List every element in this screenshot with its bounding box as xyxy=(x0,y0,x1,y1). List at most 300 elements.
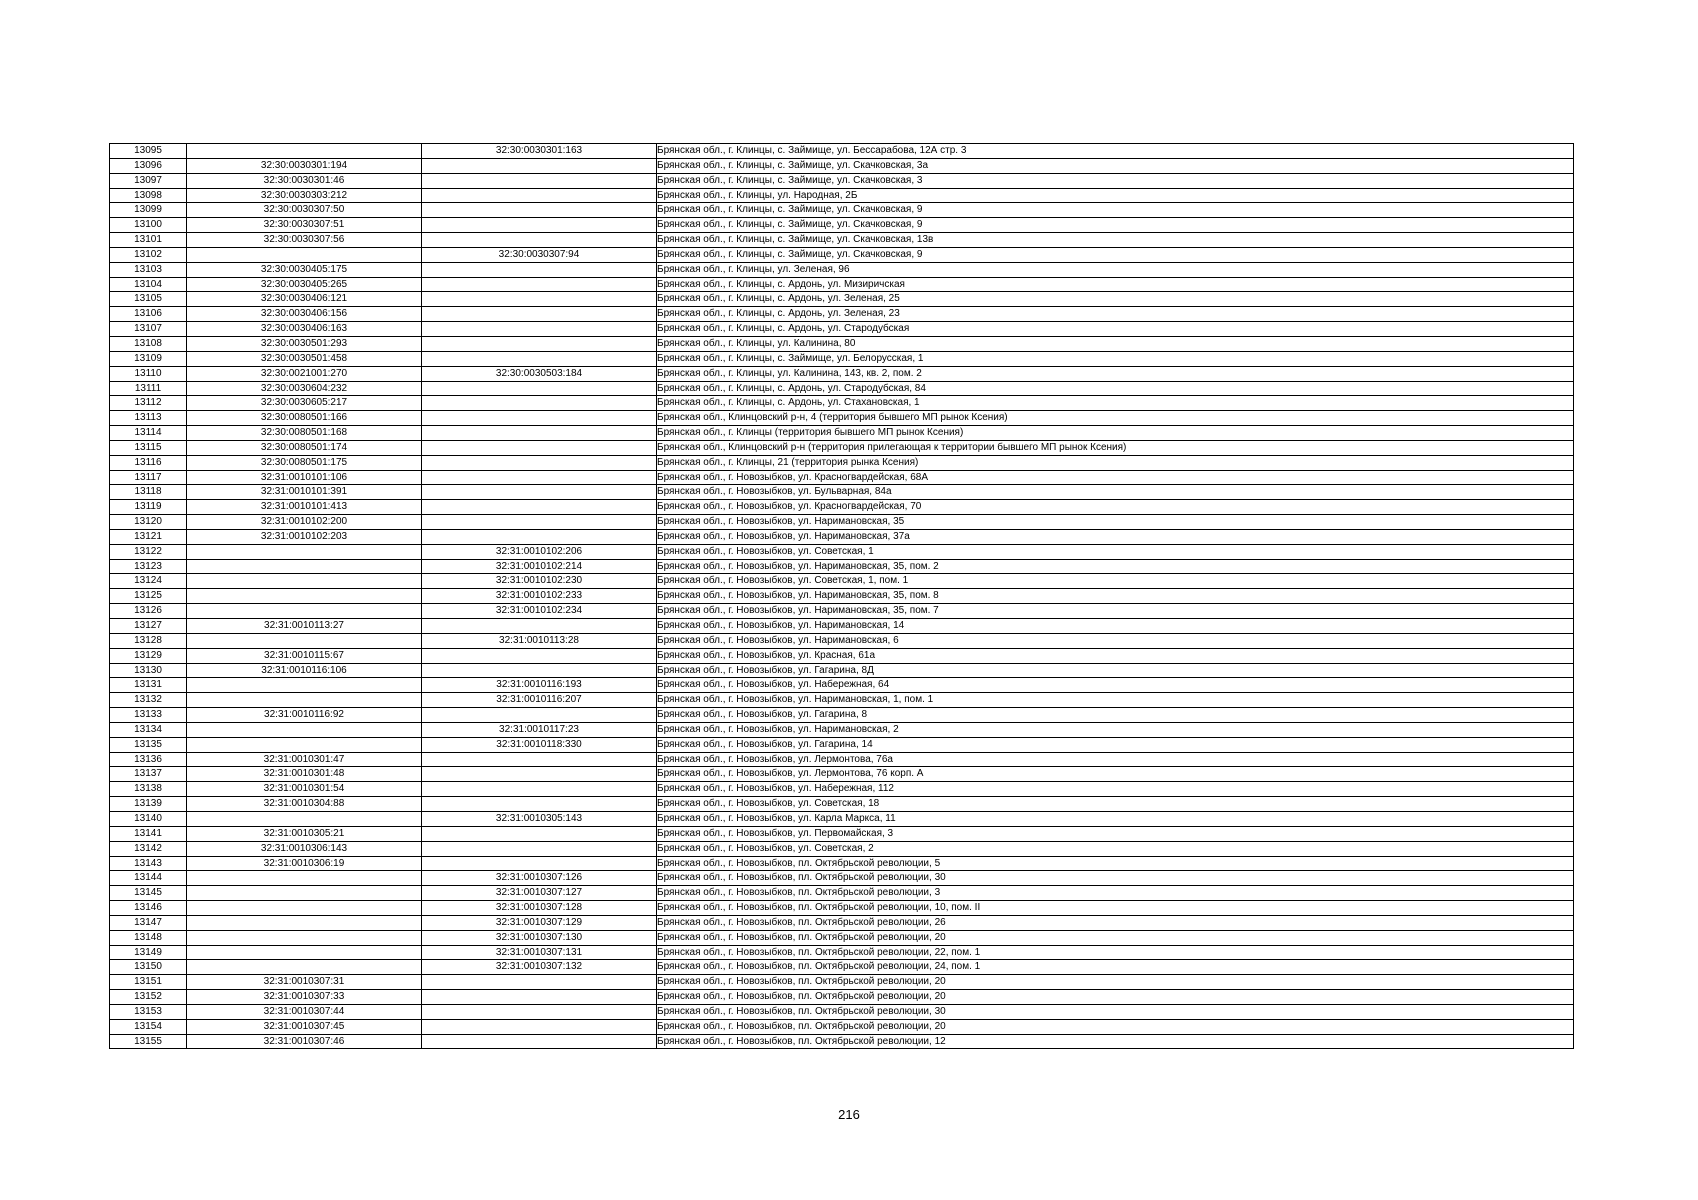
table-row xyxy=(110,767,1574,782)
row-number-cell: 13127 xyxy=(110,619,187,634)
table-row xyxy=(110,960,1574,975)
address-cell: Брянская обл., г. Новозыбков, ул. Советская, 1 xyxy=(657,544,1574,559)
table-row xyxy=(110,589,1574,604)
cadastral-number-secondary-cell: 32:31:0010307:132 xyxy=(422,960,657,975)
table-row xyxy=(110,559,1574,574)
cadastral-number-cell: 32:30:0021001:270 xyxy=(187,366,422,381)
table-row xyxy=(110,203,1574,218)
address-cell: Брянская обл., г. Новозыбков, пл. Октябрьской революции, 22, пом. 1 xyxy=(657,945,1574,960)
cadastral-number-secondary-cell xyxy=(422,856,657,871)
table-row xyxy=(110,322,1574,337)
row-number-cell: 13140 xyxy=(110,811,187,826)
cadastral-number-secondary-cell: 32:31:0010307:126 xyxy=(422,871,657,886)
table-row xyxy=(110,826,1574,841)
cadastral-number-secondary-cell xyxy=(422,158,657,173)
cadastral-number-cell xyxy=(187,544,422,559)
cadastral-number-cell: 32:31:0010102:200 xyxy=(187,515,422,530)
table-row xyxy=(110,604,1574,619)
table-row xyxy=(110,722,1574,737)
cadastral-number-cell: 32:31:0010307:31 xyxy=(187,975,422,990)
row-number-cell: 13153 xyxy=(110,1004,187,1019)
cadastral-number-cell: 32:30:0080501:168 xyxy=(187,426,422,441)
cadastral-number-secondary-cell xyxy=(422,529,657,544)
cadastral-number-secondary-cell: 32:31:0010102:234 xyxy=(422,604,657,619)
row-number-cell: 13096 xyxy=(110,158,187,173)
cadastral-number-secondary-cell: 32:31:0010305:143 xyxy=(422,811,657,826)
cadastral-number-cell: 32:30:0030307:56 xyxy=(187,233,422,248)
cadastral-number-secondary-cell xyxy=(422,990,657,1005)
row-number-cell: 13145 xyxy=(110,886,187,901)
table-row xyxy=(110,351,1574,366)
cadastral-number-cell: 32:30:0030307:50 xyxy=(187,203,422,218)
table-row xyxy=(110,871,1574,886)
table-row xyxy=(110,574,1574,589)
cadastral-number-secondary-cell xyxy=(422,381,657,396)
table-row xyxy=(110,1019,1574,1034)
address-cell: Брянская обл., г. Новозыбков, пл. Октябрьской революции, 5 xyxy=(657,856,1574,871)
row-number-cell: 13155 xyxy=(110,1034,187,1049)
cadastral-number-cell: 32:31:0010305:21 xyxy=(187,826,422,841)
cadastral-number-cell xyxy=(187,886,422,901)
table-row xyxy=(110,336,1574,351)
table-row xyxy=(110,975,1574,990)
address-cell: Брянская обл., г. Клинцы, ул. Народная, 2Б xyxy=(657,188,1574,203)
address-cell: Брянская обл., г. Новозыбков, пл. Октябрьской революции, 30 xyxy=(657,1004,1574,1019)
cadastral-number-secondary-cell xyxy=(422,277,657,292)
table-row xyxy=(110,396,1574,411)
cadastral-number-cell: 32:30:0030405:265 xyxy=(187,277,422,292)
table-row xyxy=(110,1034,1574,1049)
table-row xyxy=(110,663,1574,678)
address-cell: Брянская обл., г. Новозыбков, пл. Октябрьской революции, 20 xyxy=(657,975,1574,990)
row-number-cell: 13152 xyxy=(110,990,187,1005)
table-row xyxy=(110,515,1574,530)
table-row xyxy=(110,173,1574,188)
cadastral-number-cell: 32:30:0030604:232 xyxy=(187,381,422,396)
table-row xyxy=(110,218,1574,233)
cadastral-number-secondary-cell xyxy=(422,767,657,782)
table-row xyxy=(110,470,1574,485)
address-cell: Брянская обл., г. Клинцы, с. Займище, ул. Белорусская, 1 xyxy=(657,351,1574,366)
row-number-cell: 13105 xyxy=(110,292,187,307)
address-cell: Брянская обл., г. Клинцы, с. Ардонь, ул. Зеленая, 25 xyxy=(657,292,1574,307)
address-cell: Брянская обл., г. Новозыбков, ул. Набережная, 64 xyxy=(657,678,1574,693)
row-number-cell: 13138 xyxy=(110,782,187,797)
row-number-cell: 13143 xyxy=(110,856,187,871)
cadastral-number-secondary-cell xyxy=(422,307,657,322)
table-row xyxy=(110,544,1574,559)
cadastral-number-secondary-cell: 32:31:0010118:330 xyxy=(422,737,657,752)
address-cell: Брянская обл., г. Клинцы, с. Займище, ул. Скачковская, 3а xyxy=(657,158,1574,173)
row-number-cell: 13129 xyxy=(110,648,187,663)
cadastral-number-secondary-cell xyxy=(422,426,657,441)
row-number-cell: 13099 xyxy=(110,203,187,218)
cadastral-number-cell xyxy=(187,901,422,916)
table-row xyxy=(110,233,1574,248)
cadastral-number-cell xyxy=(187,604,422,619)
row-number-cell: 13118 xyxy=(110,485,187,500)
row-number-cell: 13146 xyxy=(110,901,187,916)
cadastral-number-cell: 32:31:0010306:143 xyxy=(187,841,422,856)
address-cell: Брянская обл., г. Новозыбков, ул. Советская, 2 xyxy=(657,841,1574,856)
cadastral-number-cell: 32:31:0010116:92 xyxy=(187,708,422,723)
row-number-cell: 13136 xyxy=(110,752,187,767)
address-cell: Брянская обл., г. Клинцы, с. Займище, ул. Скачковская, 9 xyxy=(657,218,1574,233)
table-row xyxy=(110,797,1574,812)
table-row xyxy=(110,915,1574,930)
table-row xyxy=(110,811,1574,826)
address-cell: Брянская обл., г. Клинцы, с. Займище, ул. Бессарабова, 12А стр. 3 xyxy=(657,144,1574,159)
cadastral-number-secondary-cell xyxy=(422,797,657,812)
row-number-cell: 13131 xyxy=(110,678,187,693)
address-cell: Брянская обл., г. Новозыбков, ул. Лермонтова, 76а xyxy=(657,752,1574,767)
address-cell: Брянская обл., г. Клинцы, с. Ардонь, ул. Зеленая, 23 xyxy=(657,307,1574,322)
table-row xyxy=(110,752,1574,767)
table-row xyxy=(110,990,1574,1005)
address-cell: Брянская обл., г. Новозыбков, ул. Наримановская, 35, пом. 7 xyxy=(657,604,1574,619)
cadastral-number-cell: 32:31:0010101:413 xyxy=(187,500,422,515)
cadastral-number-cell xyxy=(187,930,422,945)
address-cell: Брянская обл., г. Новозыбков, ул. Гагарина, 8Д xyxy=(657,663,1574,678)
cadastral-number-cell: 32:31:0010304:88 xyxy=(187,797,422,812)
row-number-cell: 13147 xyxy=(110,915,187,930)
row-number-cell: 13106 xyxy=(110,307,187,322)
cadastral-number-secondary-cell xyxy=(422,1004,657,1019)
address-cell: Брянская обл., г. Клинцы, 21 (территория рынка Ксения) xyxy=(657,455,1574,470)
row-number-cell: 13101 xyxy=(110,233,187,248)
row-number-cell: 13097 xyxy=(110,173,187,188)
cadastral-number-cell xyxy=(187,960,422,975)
cadastral-number-secondary-cell: 32:31:0010116:193 xyxy=(422,678,657,693)
cadastral-number-cell: 32:31:0010101:106 xyxy=(187,470,422,485)
address-cell: Брянская обл., г. Новозыбков, пл. Октябрьской революции, 24, пом. 1 xyxy=(657,960,1574,975)
cadastral-number-secondary-cell: 32:30:0030301:163 xyxy=(422,144,657,159)
address-cell: Брянская обл., г. Новозыбков, ул. Наримановская, 14 xyxy=(657,619,1574,634)
cadastral-number-cell: 32:31:0010115:67 xyxy=(187,648,422,663)
row-number-cell: 13098 xyxy=(110,188,187,203)
address-cell: Брянская обл., г. Новозыбков, пл. Октябрьской революции, 20 xyxy=(657,990,1574,1005)
cadastral-number-secondary-cell xyxy=(422,173,657,188)
address-cell: Брянская обл., г. Новозыбков, пл. Октябрьской революции, 30 xyxy=(657,871,1574,886)
table-row xyxy=(110,693,1574,708)
cadastral-number-secondary-cell xyxy=(422,455,657,470)
row-number-cell: 13141 xyxy=(110,826,187,841)
cadastral-number-secondary-cell: 32:30:0030503:184 xyxy=(422,366,657,381)
table-row xyxy=(110,901,1574,916)
cadastral-number-cell: 32:30:0030301:194 xyxy=(187,158,422,173)
cadastral-number-cell: 32:31:0010301:54 xyxy=(187,782,422,797)
address-cell: Брянская обл., г. Клинцы, с. Займище, ул. Скачковская, 9 xyxy=(657,247,1574,262)
address-cell: Брянская обл., г. Клинцы, с. Ардонь, ул. Стахановская, 1 xyxy=(657,396,1574,411)
cadastral-number-secondary-cell: 32:31:0010307:127 xyxy=(422,886,657,901)
row-number-cell: 13100 xyxy=(110,218,187,233)
cadastral-number-secondary-cell xyxy=(422,218,657,233)
cadastral-number-secondary-cell xyxy=(422,440,657,455)
cadastral-number-secondary-cell xyxy=(422,322,657,337)
address-cell: Брянская обл., г. Новозыбков, ул. Красногвардейская, 68А xyxy=(657,470,1574,485)
table-row xyxy=(110,485,1574,500)
cadastral-number-cell: 32:30:0030406:156 xyxy=(187,307,422,322)
cadastral-number-cell xyxy=(187,574,422,589)
cadastral-number-cell xyxy=(187,144,422,159)
cadastral-number-cell: 32:31:0010301:47 xyxy=(187,752,422,767)
address-cell: Брянская обл., г. Клинцы (территория бывшего МП рынок Ксения) xyxy=(657,426,1574,441)
row-number-cell: 13133 xyxy=(110,708,187,723)
cadastral-number-cell: 32:31:0010301:48 xyxy=(187,767,422,782)
row-number-cell: 13125 xyxy=(110,589,187,604)
address-cell: Брянская обл., г. Клинцы, с. Ардонь, ул. Стародубская xyxy=(657,322,1574,337)
cadastral-number-secondary-cell: 32:31:0010307:129 xyxy=(422,915,657,930)
row-number-cell: 13135 xyxy=(110,737,187,752)
row-number-cell: 13124 xyxy=(110,574,187,589)
table-row xyxy=(110,500,1574,515)
cadastral-number-secondary-cell xyxy=(422,841,657,856)
cadastral-number-secondary-cell: 32:31:0010117:23 xyxy=(422,722,657,737)
cadastral-number-cell: 32:31:0010306:19 xyxy=(187,856,422,871)
table-row xyxy=(110,144,1574,159)
row-number-cell: 13137 xyxy=(110,767,187,782)
cadastral-number-cell: 32:31:0010307:45 xyxy=(187,1019,422,1034)
registry-table xyxy=(109,143,1574,1049)
address-cell: Брянская обл., Клинцовский р-н (территория прилегающая к территории бывшего МП рынок Ксения) xyxy=(657,440,1574,455)
table-row xyxy=(110,841,1574,856)
cadastral-number-secondary-cell: 32:31:0010307:131 xyxy=(422,945,657,960)
cadastral-number-cell xyxy=(187,678,422,693)
cadastral-number-cell: 32:31:0010102:203 xyxy=(187,529,422,544)
cadastral-number-cell xyxy=(187,693,422,708)
row-number-cell: 13120 xyxy=(110,515,187,530)
row-number-cell: 13119 xyxy=(110,500,187,515)
address-cell: Брянская обл., г. Новозыбков, ул. Наримановская, 1, пом. 1 xyxy=(657,693,1574,708)
cadastral-number-secondary-cell xyxy=(422,411,657,426)
cadastral-number-secondary-cell xyxy=(422,336,657,351)
cadastral-number-cell xyxy=(187,247,422,262)
cadastral-number-secondary-cell xyxy=(422,826,657,841)
address-cell: Брянская обл., г. Новозыбков, ул. Гагарина, 14 xyxy=(657,737,1574,752)
table-row xyxy=(110,619,1574,634)
cadastral-number-cell xyxy=(187,633,422,648)
table-row xyxy=(110,426,1574,441)
row-number-cell: 13104 xyxy=(110,277,187,292)
cadastral-number-secondary-cell xyxy=(422,752,657,767)
cadastral-number-secondary-cell xyxy=(422,1019,657,1034)
row-number-cell: 13149 xyxy=(110,945,187,960)
table-row xyxy=(110,381,1574,396)
row-number-cell: 13108 xyxy=(110,336,187,351)
address-cell: Брянская обл., г. Новозыбков, пл. Октябрьской революции, 20 xyxy=(657,1019,1574,1034)
cadastral-number-cell: 32:31:0010116:106 xyxy=(187,663,422,678)
table-row xyxy=(110,158,1574,173)
table-row xyxy=(110,737,1574,752)
table-row xyxy=(110,411,1574,426)
cadastral-number-cell: 32:31:0010307:44 xyxy=(187,1004,422,1019)
cadastral-number-secondary-cell xyxy=(422,1034,657,1049)
address-cell: Брянская обл., г. Клинцы, с. Займище, ул. Скачковская, 3 xyxy=(657,173,1574,188)
row-number-cell: 13122 xyxy=(110,544,187,559)
cadastral-number-cell xyxy=(187,871,422,886)
table-row xyxy=(110,262,1574,277)
table-row xyxy=(110,633,1574,648)
table-row xyxy=(110,930,1574,945)
cadastral-number-cell: 32:30:0030405:175 xyxy=(187,262,422,277)
cadastral-number-secondary-cell xyxy=(422,782,657,797)
cadastral-number-secondary-cell xyxy=(422,619,657,634)
cadastral-number-cell: 32:30:0030406:121 xyxy=(187,292,422,307)
address-cell: Брянская обл., г. Клинцы, ул. Калинина, 80 xyxy=(657,336,1574,351)
cadastral-number-secondary-cell xyxy=(422,351,657,366)
row-number-cell: 13126 xyxy=(110,604,187,619)
row-number-cell: 13151 xyxy=(110,975,187,990)
cadastral-number-cell: 32:30:0080501:174 xyxy=(187,440,422,455)
address-cell: Брянская обл., г. Новозыбков, ул. Бульварная, 84а xyxy=(657,485,1574,500)
cadastral-number-secondary-cell: 32:31:0010102:233 xyxy=(422,589,657,604)
row-number-cell: 13103 xyxy=(110,262,187,277)
cadastral-number-secondary-cell: 32:31:0010113:28 xyxy=(422,633,657,648)
row-number-cell: 13111 xyxy=(110,381,187,396)
table-row xyxy=(110,886,1574,901)
cadastral-number-cell xyxy=(187,915,422,930)
row-number-cell: 13107 xyxy=(110,322,187,337)
row-number-cell: 13095 xyxy=(110,144,187,159)
row-number-cell: 13148 xyxy=(110,930,187,945)
row-number-cell: 13117 xyxy=(110,470,187,485)
table-row xyxy=(110,678,1574,693)
cadastral-number-cell: 32:30:0030605:217 xyxy=(187,396,422,411)
address-cell: Брянская обл., г. Новозыбков, ул. Набережная, 112 xyxy=(657,782,1574,797)
address-cell: Брянская обл., г. Новозыбков, ул. Наримановская, 37а xyxy=(657,529,1574,544)
address-cell: Брянская обл., г. Клинцы, ул. Зеленая, 96 xyxy=(657,262,1574,277)
row-number-cell: 13134 xyxy=(110,722,187,737)
row-number-cell: 13144 xyxy=(110,871,187,886)
address-cell: Брянская обл., г. Новозыбков, ул. Красногвардейская, 70 xyxy=(657,500,1574,515)
table-row xyxy=(110,648,1574,663)
cadastral-number-cell xyxy=(187,559,422,574)
table-row xyxy=(110,1004,1574,1019)
address-cell: Брянская обл., г. Новозыбков, пл. Октябрьской революции, 20 xyxy=(657,930,1574,945)
row-number-cell: 13116 xyxy=(110,455,187,470)
table-row xyxy=(110,188,1574,203)
cadastral-number-cell xyxy=(187,589,422,604)
address-cell: Брянская обл., г. Клинцы, с. Займище, ул. Скачковская, 9 xyxy=(657,203,1574,218)
cadastral-number-cell: 32:30:0030501:458 xyxy=(187,351,422,366)
table-row xyxy=(110,440,1574,455)
table-row xyxy=(110,782,1574,797)
cadastral-number-cell xyxy=(187,811,422,826)
cadastral-number-cell xyxy=(187,737,422,752)
row-number-cell: 13113 xyxy=(110,411,187,426)
address-cell: Брянская обл., г. Новозыбков, ул. Наримановская, 6 xyxy=(657,633,1574,648)
address-cell: Брянская обл., г. Новозыбков, ул. Советская, 1, пом. 1 xyxy=(657,574,1574,589)
address-cell: Брянская обл., г. Новозыбков, ул. Наримановская, 2 xyxy=(657,722,1574,737)
address-cell: Брянская обл., г. Новозыбков, ул. Наримановская, 35 xyxy=(657,515,1574,530)
address-cell: Брянская обл., г. Клинцы, с. Ардонь, ул. Стародубская, 84 xyxy=(657,381,1574,396)
row-number-cell: 13121 xyxy=(110,529,187,544)
cadastral-number-cell: 32:30:0030301:46 xyxy=(187,173,422,188)
address-cell: Брянская обл., г. Новозыбков, пл. Октябрьской революции, 26 xyxy=(657,915,1574,930)
cadastral-number-secondary-cell xyxy=(422,262,657,277)
table-row xyxy=(110,529,1574,544)
cadastral-number-secondary-cell: 32:30:0030307:94 xyxy=(422,247,657,262)
cadastral-number-secondary-cell xyxy=(422,292,657,307)
cadastral-number-secondary-cell xyxy=(422,975,657,990)
address-cell: Брянская обл., г. Новозыбков, пл. Октябрьской революции, 10, пом. II xyxy=(657,901,1574,916)
address-cell: Брянская обл., Клинцовский р-н, 4 (территория бывшего МП рынок Ксения) xyxy=(657,411,1574,426)
row-number-cell: 13139 xyxy=(110,797,187,812)
address-cell: Брянская обл., г. Клинцы, с. Ардонь, ул. Мизиричская xyxy=(657,277,1574,292)
cadastral-number-secondary-cell: 32:31:0010102:214 xyxy=(422,559,657,574)
address-cell: Брянская обл., г. Новозыбков, пл. Октябрьской революции, 12 xyxy=(657,1034,1574,1049)
registry-table-body xyxy=(110,144,1574,1049)
cadastral-number-secondary-cell xyxy=(422,648,657,663)
row-number-cell: 13115 xyxy=(110,440,187,455)
cadastral-number-secondary-cell xyxy=(422,708,657,723)
address-cell: Брянская обл., г. Новозыбков, ул. Наримановская, 35, пом. 2 xyxy=(657,559,1574,574)
address-cell: Брянская обл., г. Новозыбков, пл. Октябрьской революции, 3 xyxy=(657,886,1574,901)
row-number-cell: 13109 xyxy=(110,351,187,366)
cadastral-number-secondary-cell: 32:31:0010116:207 xyxy=(422,693,657,708)
cadastral-number-cell: 32:31:0010307:46 xyxy=(187,1034,422,1049)
row-number-cell: 13123 xyxy=(110,559,187,574)
address-cell: Брянская обл., г. Новозыбков, ул. Гагарина, 8 xyxy=(657,708,1574,723)
address-cell: Брянская обл., г. Новозыбков, ул. Карла Маркса, 11 xyxy=(657,811,1574,826)
cadastral-number-secondary-cell: 32:31:0010102:230 xyxy=(422,574,657,589)
row-number-cell: 13132 xyxy=(110,693,187,708)
cadastral-number-secondary-cell xyxy=(422,470,657,485)
cadastral-number-secondary-cell: 32:31:0010307:130 xyxy=(422,930,657,945)
cadastral-number-cell: 32:31:0010113:27 xyxy=(187,619,422,634)
cadastral-number-secondary-cell xyxy=(422,188,657,203)
address-cell: Брянская обл., г. Клинцы, ул. Калинина, 143, кв. 2, пом. 2 xyxy=(657,366,1574,381)
cadastral-number-cell: 32:31:0010101:391 xyxy=(187,485,422,500)
cadastral-number-cell: 32:30:0030307:51 xyxy=(187,218,422,233)
table-row xyxy=(110,292,1574,307)
table-row xyxy=(110,277,1574,292)
row-number-cell: 13150 xyxy=(110,960,187,975)
cadastral-number-cell: 32:30:0080501:166 xyxy=(187,411,422,426)
address-cell: Брянская обл., г. Новозыбков, ул. Наримановская, 35, пом. 8 xyxy=(657,589,1574,604)
row-number-cell: 13130 xyxy=(110,663,187,678)
row-number-cell: 13114 xyxy=(110,426,187,441)
cadastral-number-secondary-cell xyxy=(422,203,657,218)
page-number: 216 xyxy=(838,1107,860,1122)
cadastral-number-cell: 32:31:0010307:33 xyxy=(187,990,422,1005)
table-row xyxy=(110,708,1574,723)
address-cell: Брянская обл., г. Новозыбков, ул. Красная, 61а xyxy=(657,648,1574,663)
row-number-cell: 13102 xyxy=(110,247,187,262)
cadastral-number-cell: 32:30:0030406:163 xyxy=(187,322,422,337)
cadastral-number-secondary-cell xyxy=(422,515,657,530)
cadastral-number-cell: 32:30:0030501:293 xyxy=(187,336,422,351)
row-number-cell: 13112 xyxy=(110,396,187,411)
cadastral-number-cell xyxy=(187,722,422,737)
cadastral-number-secondary-cell xyxy=(422,233,657,248)
table-row xyxy=(110,856,1574,871)
cadastral-number-secondary-cell: 32:31:0010102:206 xyxy=(422,544,657,559)
row-number-cell: 13110 xyxy=(110,366,187,381)
table-row xyxy=(110,945,1574,960)
row-number-cell: 13154 xyxy=(110,1019,187,1034)
cadastral-number-cell: 32:30:0030303:212 xyxy=(187,188,422,203)
cadastral-number-secondary-cell xyxy=(422,500,657,515)
cadastral-number-secondary-cell xyxy=(422,396,657,411)
cadastral-number-secondary-cell xyxy=(422,663,657,678)
row-number-cell: 13128 xyxy=(110,633,187,648)
cadastral-number-cell: 32:30:0080501:175 xyxy=(187,455,422,470)
cadastral-number-secondary-cell: 32:31:0010307:128 xyxy=(422,901,657,916)
table-row xyxy=(110,366,1574,381)
address-cell: Брянская обл., г. Клинцы, с. Займище, ул. Скачковская, 13в xyxy=(657,233,1574,248)
address-cell: Брянская обл., г. Новозыбков, ул. Лермонтова, 76 корп. А xyxy=(657,767,1574,782)
